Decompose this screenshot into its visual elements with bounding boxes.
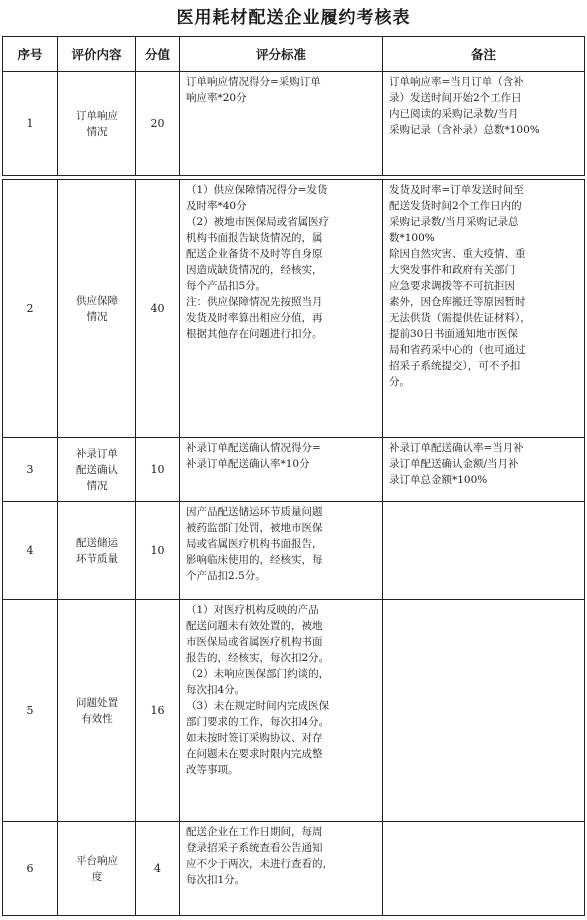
header-no: 序号 [3,37,58,72]
page-title: 医用耗材配送企业履约考核表 [176,8,411,28]
row-note [383,822,584,826]
header-note: 备注 [383,37,585,72]
table-row [3,180,585,438]
row-item: 配送储运 环节质量 [58,502,136,600]
row-score: 10 [136,502,180,600]
row-item: 问题处置 有效性 [58,600,136,822]
table-row [3,72,585,176]
row-standard: 因产品配送储运环节质量问题 被药监部门处罚，被地市医保 局或省属医疗机构书面报告， 影响临床使用的，经核实，每 个产品扣2.5分。 [186,506,323,582]
row-note [383,502,584,506]
row-no: 2 [3,180,58,438]
row-note: 订单响应率=当月订单（含补 录）发送时间开始2个工作日 内已阅读的采购记录数/当月 采购记录（含补录）总数*100% [389,76,540,136]
header-score: 分值 [136,37,180,72]
row-no: 6 [3,822,58,916]
assessment-table-part-2 [2,179,585,916]
row-item: 平台响应 度 [58,822,136,916]
table-row [3,822,585,916]
row-note: 补录订单配送确认率=当月补 录订单配送确认金额/当月补 录订单总金额*100% [389,442,524,486]
header-standard: 评分标准 [180,37,383,72]
row-score: 4 [136,822,180,916]
row-item: 补录订单 配送确认 情况 [58,438,136,502]
row-item: 供应保障 情况 [58,180,136,438]
table-row [3,502,585,600]
row-score: 40 [136,180,180,438]
row-note: 发货及时率=订单发送时间至 配送发货时间2个工作日内的 采购记录数/当月采购记录总 数*100% 除因自然灾害、重大疫情、重 大突发事件和政府有关部门 应急要求调拨等不可抗拒因 素外，因仓库搬迁等原因暂时 无法供货（需提供佐证材料）， 提前30日书面通知地市医保 局和省药采中心的（也可通过 招采子系统提交），可不予扣 分。 [389,184,531,388]
table-header-row [3,37,585,72]
row-no: 3 [3,438,58,502]
row-no: 4 [3,502,58,600]
row-standard: （1）供应保障情况得分=发货 及时率*40分 （2）被地市医保局或省属医疗 机构书面报告缺货情况的，属 配送企业备货不及时等自身原 因造成缺货情况的，经核实， 每个产品扣5分。 注：供应保障情况先按照当月 发货及时率算出相应分值，再 根据其他存在问题进行扣分。 [186,184,330,340]
row-item: 订单响应 情况 [58,72,136,176]
table-row [3,600,585,822]
row-standard: （1）对医疗机构反映的产品 配送问题未有效处置的，被地 市医保局或省属医疗机构书面 报告的，经核实，每次扣2分。 （2）未响应医保部门约谈的， 每次扣4分。 （3）未在规定时间内完成医保 部门要求的工作，每次扣4分。 如未按时签订采购协议、对存 在问题未在要求时限内完成整 改等事项。 [186,604,330,776]
row-score: 10 [136,438,180,502]
row-no: 1 [3,72,58,176]
row-standard: 订单响应情况得分=采购订单 响应率*20分 [186,76,321,104]
row-standard: 补录订单配送确认情况得分= 补录订单配送确认率*10分 [186,442,321,470]
row-no: 5 [3,600,58,822]
header-item: 评价内容 [58,37,136,72]
row-score: 20 [136,72,180,176]
assessment-table-part-1 [2,36,585,176]
row-note [383,600,584,604]
row-score: 16 [136,600,180,822]
table-row [3,438,585,502]
row-standard: 配送企业在工作日期间，每周 登录招采子系统查看公告通知 应不少于两次，未进行查看的， 每次扣1分。 [186,826,333,886]
